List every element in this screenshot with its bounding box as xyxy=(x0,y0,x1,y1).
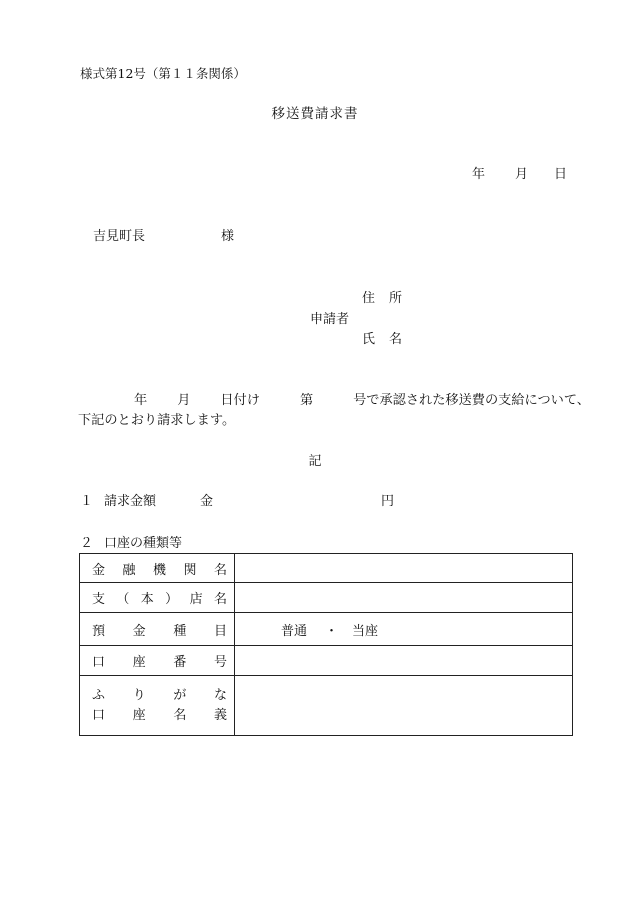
label-char: 名 xyxy=(173,707,187,723)
body-month: 月 xyxy=(177,393,191,408)
label-char: 義 xyxy=(213,707,227,723)
table-row xyxy=(80,583,573,613)
date-year-label: 年 xyxy=(472,167,486,182)
label-char: 金 xyxy=(132,623,146,639)
account-holder-field[interactable] xyxy=(235,676,573,736)
body-dai: 第 xyxy=(299,393,314,408)
label-char: 名 xyxy=(213,592,227,607)
item2-label: 口座の種類等 xyxy=(104,536,183,551)
branch-name-field[interactable] xyxy=(235,583,573,613)
body-line1-rest: 号で承認された移送費の支給について、 xyxy=(353,393,590,408)
label-char: 座 xyxy=(132,655,146,670)
label-char: な xyxy=(213,687,227,703)
label-char: （ xyxy=(116,592,130,607)
account-number-label xyxy=(80,646,235,676)
name-label xyxy=(362,333,402,346)
document-title: 移送費請求書 xyxy=(271,106,359,122)
name-label-char-2: 名 xyxy=(389,332,403,347)
label-char: 支 xyxy=(92,592,106,607)
date-line xyxy=(472,168,567,181)
label-char: ） xyxy=(165,592,179,607)
label-char: 種 xyxy=(173,623,187,639)
label-char: 口 xyxy=(92,707,106,723)
label-char: 座 xyxy=(132,707,146,723)
deposit-type-field[interactable] xyxy=(235,613,573,646)
item-account-type-heading xyxy=(80,537,182,550)
bank-name-field[interactable] xyxy=(235,554,573,583)
label-char: が xyxy=(173,687,187,703)
furigana-label xyxy=(80,686,234,706)
label-char: 金 xyxy=(92,562,106,578)
applicant-label: 申請者 xyxy=(310,312,350,327)
label-char: 預 xyxy=(92,623,106,639)
table-row xyxy=(80,613,573,646)
body-day-dated: 日付け xyxy=(220,393,260,408)
date-month-label: 月 xyxy=(515,167,529,182)
label-char: 関 xyxy=(183,562,197,578)
body-line-2: 下記のとおり請求します。 xyxy=(78,413,236,428)
table-row xyxy=(80,676,573,736)
label-char: 号 xyxy=(213,655,227,670)
body-line-1 xyxy=(78,394,590,407)
deposit-type-label xyxy=(80,613,235,646)
date-day-label: 日 xyxy=(554,167,568,182)
ki-heading: 記 xyxy=(308,454,322,469)
item1-kin: 金 xyxy=(200,494,214,509)
addressee-honorific: 様 xyxy=(221,229,235,244)
item1-number: １ xyxy=(80,494,94,509)
address-label-char-1: 住 xyxy=(362,291,376,306)
account-number-field[interactable] xyxy=(235,646,573,676)
item2-number: ２ xyxy=(80,536,94,551)
label-char: ふ xyxy=(92,687,106,703)
label-char: 番 xyxy=(173,655,187,670)
branch-name-label xyxy=(80,583,235,613)
addressee-name: 吉見町長 xyxy=(93,229,146,244)
item1-label: 請求金額 xyxy=(104,494,157,509)
name-label-char-1: 氏 xyxy=(362,332,376,347)
form-number: 様式第12号（第１１条関係） xyxy=(80,66,246,81)
address-label xyxy=(362,292,402,305)
label-char: 融 xyxy=(122,562,136,578)
option-separator: ・ xyxy=(325,623,339,639)
table-row xyxy=(80,554,573,583)
label-char: 本 xyxy=(140,592,154,607)
label-char: り xyxy=(132,687,146,703)
label-char: 名 xyxy=(213,562,227,578)
addressee xyxy=(93,230,234,243)
body-year: 年 xyxy=(134,393,148,408)
item1-en: 円 xyxy=(381,494,395,509)
label-char: 店 xyxy=(189,592,203,607)
label-char: 目 xyxy=(213,623,227,639)
bank-name-label xyxy=(80,554,235,583)
account-holder-label xyxy=(80,676,235,736)
current-option[interactable]: 当座 xyxy=(352,623,379,639)
label-char: 口 xyxy=(92,655,106,670)
table-row xyxy=(80,646,573,676)
account-table xyxy=(79,553,573,736)
holder-name-label xyxy=(80,706,234,726)
label-char: 機 xyxy=(152,562,166,578)
item-requested-amount xyxy=(80,495,394,508)
address-label-char-2: 所 xyxy=(389,291,403,306)
ordinary-option[interactable]: 普通 xyxy=(281,623,308,639)
